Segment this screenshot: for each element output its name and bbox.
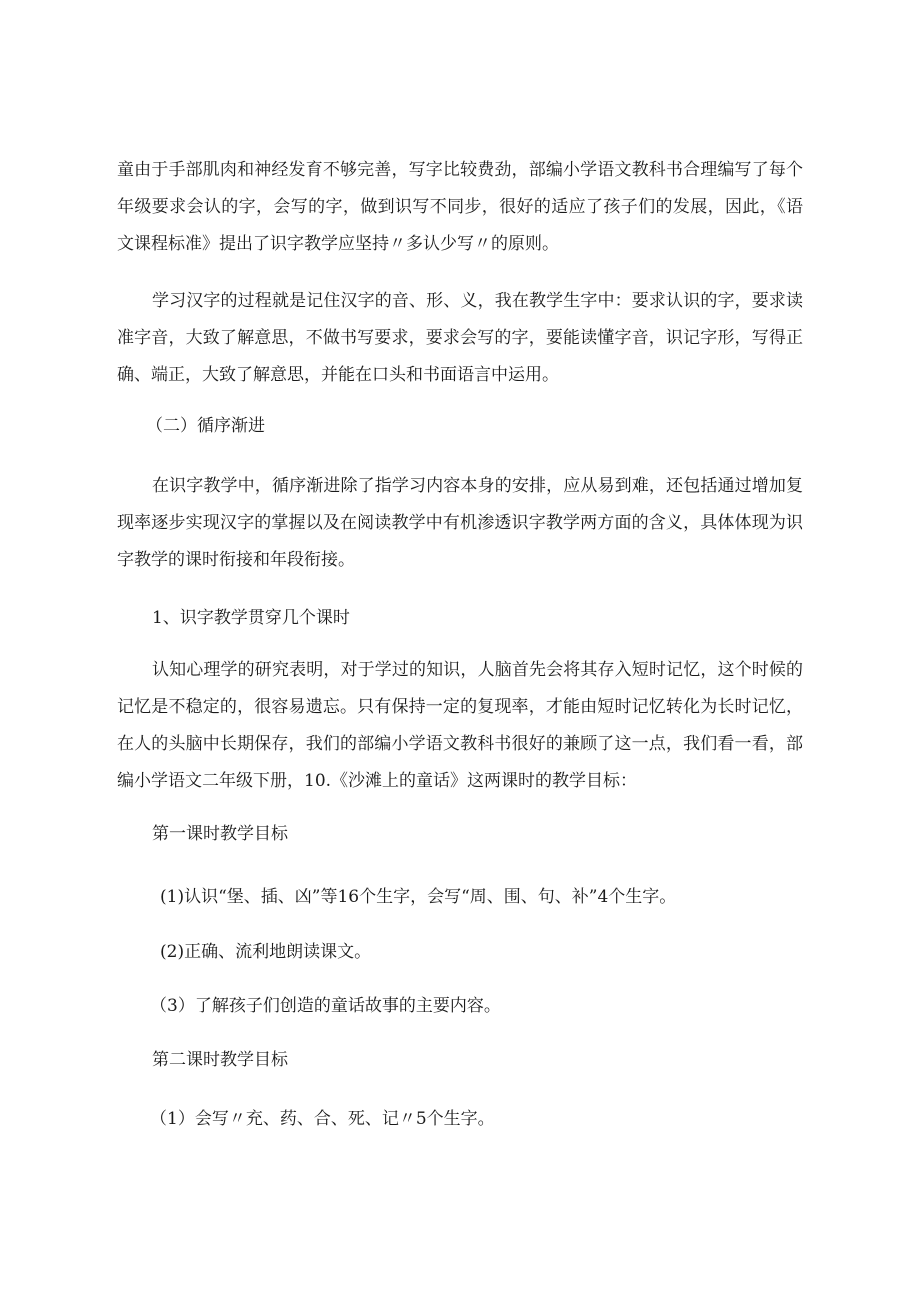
text-line: 字教学的课时衔接和年段衔接。 bbox=[117, 550, 355, 570]
text-line: 年级要求会认的字，会写的字，做到识写不同步，很好的适应了孩子们的发展，因此，《语 bbox=[117, 197, 803, 217]
text-line: 学习汉字的过程就是记住汉字的音、形、义，我在教学生字中：要求认识的字，要求读 bbox=[152, 291, 803, 311]
paragraph-2 bbox=[152, 283, 803, 320]
text-line: 童由于手部肌肉和神经发育不够完善，写字比较费劲，部编小学语文教科书合理编写了每个 bbox=[117, 160, 803, 180]
lesson-2-goal-1: （1）会写〃充、药、合、死、记〃5个生字。 bbox=[150, 1109, 495, 1129]
text-line: 在人的头脑中长期保存，我们的部编小学语文教科书很好的兼顾了这一点，我们看一看，部 bbox=[117, 734, 803, 754]
text-line: 认知心理学的研究表明，对于学过的知识，人脑首先会将其存入短时记忆，这个时候的 bbox=[152, 660, 803, 680]
paragraph-3-cont bbox=[117, 505, 803, 579]
section-heading: （二）循序渐进 bbox=[146, 416, 265, 436]
text-line: 文课程标准》提出了识字教学应坚持〃多认少写〃的原则。 bbox=[117, 234, 559, 254]
text-line: 确、端正，大致了解意思，并能在口头和书面语言中运用。 bbox=[117, 365, 559, 385]
subsection-heading: 1、识字教学贯穿几个课时 bbox=[152, 608, 350, 628]
text-line: 现率逐步实现汉字的掌握以及在阅读教学中有机渗透识字教学两方面的含义，具体体现为识 bbox=[117, 513, 803, 533]
lesson-1-goal-3: （3）了解孩子们创造的童话故事的主要内容。 bbox=[150, 996, 501, 1016]
text-line: 记忆是不稳定的，很容易遗忘。只有保持一定的复现率，才能由短时记忆转化为长时记忆， bbox=[117, 697, 803, 717]
paragraph-3 bbox=[152, 468, 803, 505]
lesson-1-goal-1: (1)认识“堡、插、凶”等16个生字，会写“周、围、句、补”4个生字。 bbox=[160, 887, 677, 907]
lesson-1-title: 第一课时教学目标 bbox=[152, 824, 288, 844]
paragraph-1 bbox=[117, 152, 803, 263]
text-line: 编小学语文二年级下册，10.《沙滩上的童话》这两课时的教学目标： bbox=[117, 771, 638, 791]
paragraph-4 bbox=[152, 652, 803, 689]
text-line: 在识字教学中，循序渐进除了指学习内容本身的安排，应从易到难，还包括通过增加复 bbox=[152, 476, 803, 496]
paragraph-2-cont bbox=[117, 320, 803, 394]
text-line: 准字音，大致了解意思，不做书写要求，要求会写的字，要能读懂字音，识记字形，写得正 bbox=[117, 328, 803, 348]
lesson-2-title: 第二课时教学目标 bbox=[152, 1050, 288, 1070]
lesson-1-goal-2: (2)正确、流利地朗读课文。 bbox=[160, 942, 372, 962]
paragraph-4-cont bbox=[117, 689, 803, 800]
